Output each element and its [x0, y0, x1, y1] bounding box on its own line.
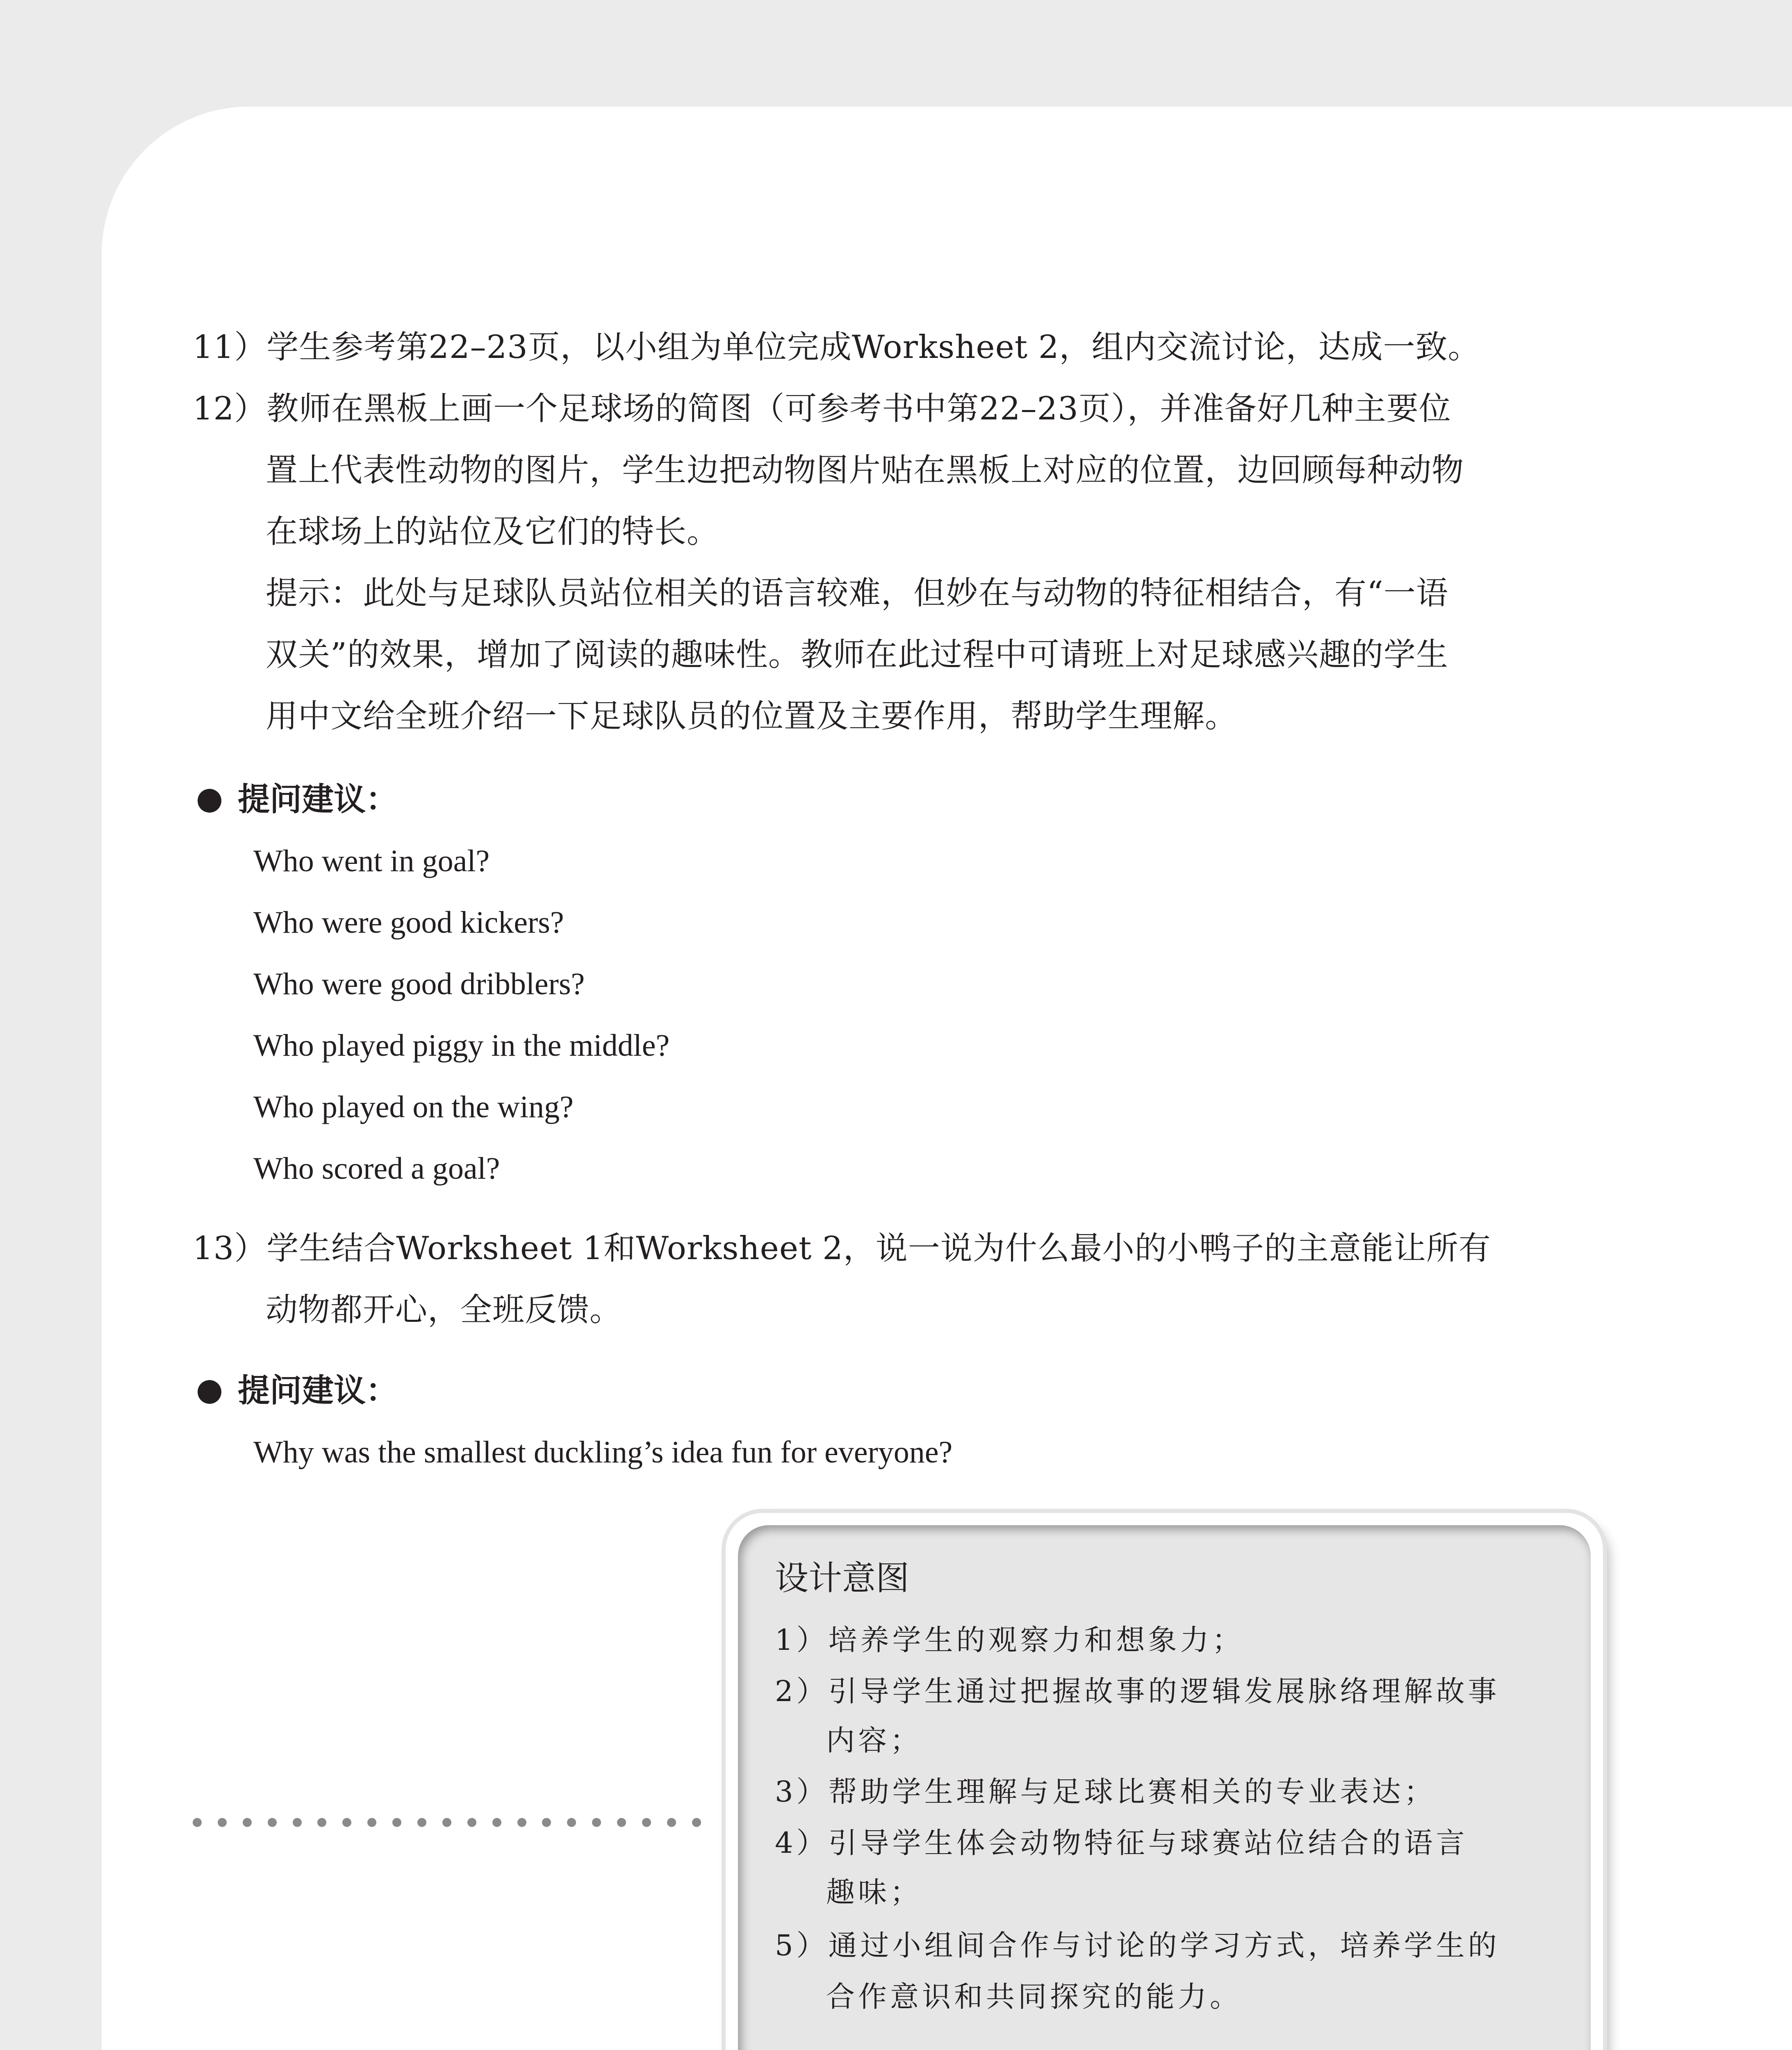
heading-text: 提问建议： [238, 781, 398, 818]
heading-text: 提问建议： [238, 1372, 398, 1409]
item-13 [193, 1218, 1491, 1279]
item-number: 11） [193, 329, 267, 366]
item-text: 学生结合Worksheet 1和Worksheet 2，说一说为什么最小的小鸭子的主意能让所有 [266, 1230, 1491, 1267]
design-intent-line: 5）通过小组间合作与讨论的学习方式，培养学生的 [775, 1929, 1500, 1962]
design-intent-title: 设计意图 [775, 1559, 910, 1598]
item-12-line-3: 在球场上的站位及它们的特长。 [266, 513, 720, 550]
question-item: Who scored a goal? [253, 1151, 500, 1186]
question-item: Why was the smallest duckling’s idea fun for everyone? [253, 1435, 953, 1469]
design-intent-line: 内容； [826, 1724, 922, 1757]
item-12-line-2: 置上代表性动物的图片，学生边把动物图片贴在黑板上对应的位置，边回顾每种动物 [266, 452, 1464, 489]
item-13-line-2: 动物都开心，全班反馈。 [266, 1292, 622, 1328]
tip-line-3: 用中文给全班介绍一下足球队员的位置及主要作用，帮助学生理解。 [266, 698, 1238, 735]
design-intent-line: 合作意识和共同探究的能力。 [826, 1980, 1242, 2014]
question-item: Who were good dribblers? [253, 967, 585, 1001]
item-text: 学生参考第22–23页，以小组为单位完成Worksheet 2，组内交流讨论，达成一致。 [266, 329, 1480, 366]
item-12 [193, 378, 1451, 440]
item-11 [193, 317, 1480, 378]
item-number: 12） [193, 390, 267, 427]
design-intent-line: 2）引导学生通过把握故事的逻辑发展脉络理解故事 [775, 1674, 1500, 1708]
question-item: Who went in goal? [253, 844, 490, 878]
design-intent-line: 4）引导学生体会动物特征与球赛站位结合的语言 [775, 1826, 1468, 1860]
bullet-icon [198, 789, 221, 813]
question-item: Who played piggy in the middle? [253, 1028, 670, 1063]
question-suggestions-heading [198, 1370, 398, 1411]
question-suggestions-heading [198, 779, 398, 820]
design-intent-line: 3）帮助学生理解与足球比赛相关的专业表达； [775, 1775, 1436, 1809]
tip-line-1: 提示：此处与足球队员站位相关的语言较难，但妙在与动物的特征相结合，有“一语 [266, 575, 1448, 612]
design-intent-line: 趣味； [826, 1875, 922, 1909]
question-item: Who played on the wing? [253, 1090, 574, 1124]
tip-line-2: 双关”的效果，增加了阅读的趣味性。教师在此过程中可请班上对足球感兴趣的学生 [266, 636, 1448, 673]
question-item: Who were good kickers? [253, 905, 564, 940]
item-text: 教师在黑板上画一个足球场的简图（可参考书中第22–23页），并准备好几种主要位 [266, 390, 1451, 427]
evaluation-line [775, 2048, 1431, 2050]
bullet-icon [198, 1380, 221, 1404]
dotted-leader [193, 1816, 701, 1829]
item-number: 13） [193, 1230, 267, 1267]
design-intent-line: 1）培养学生的观察力和想象力； [775, 1623, 1244, 1657]
